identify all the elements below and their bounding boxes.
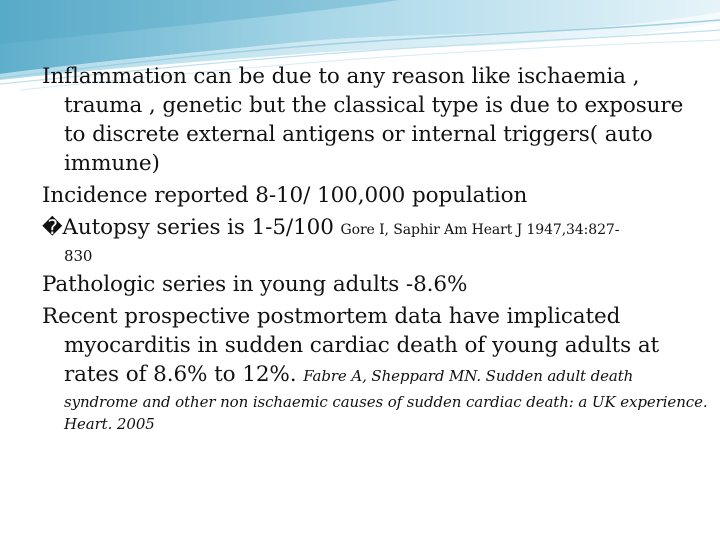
paragraph-pathologic: Pathologic series in young adults -8.6%: [42, 272, 468, 297]
autopsy-reference-continued: 830: [64, 247, 93, 265]
paragraph-recent: [42, 302, 710, 435]
autopsy-reference: Gore I, Saphir Am Heart J 1947,34:827-: [340, 222, 620, 238]
autopsy-text: Autopsy series is 1-5/100: [62, 215, 341, 240]
paragraph-incidence: Incidence reported 8-10/ 100,000 population: [42, 183, 528, 208]
recent-reference: Fabre A, Sheppard MN. Sudden adult death: [303, 367, 634, 385]
recent-text: Recent prospective postmortem data have implicated myocarditis in sudden cardiac death of young adults at rates of 8.6% to 12%.: [42, 304, 660, 387]
replacement-char-icon: �: [42, 215, 63, 239]
paragraph-autopsy: [42, 213, 710, 267]
slide-body: [42, 62, 710, 438]
paragraph-inflammation: Inflammation can be due to any reason like ischaemia , trauma , genetic but the classical type is due to exposure to discrete external antigens or internal triggers( auto immune): [42, 64, 684, 176]
recent-reference-continued: syndrome and other non ischaemic causes of sudden cardiac death: a UK experience. Heart. 2005: [64, 393, 708, 433]
